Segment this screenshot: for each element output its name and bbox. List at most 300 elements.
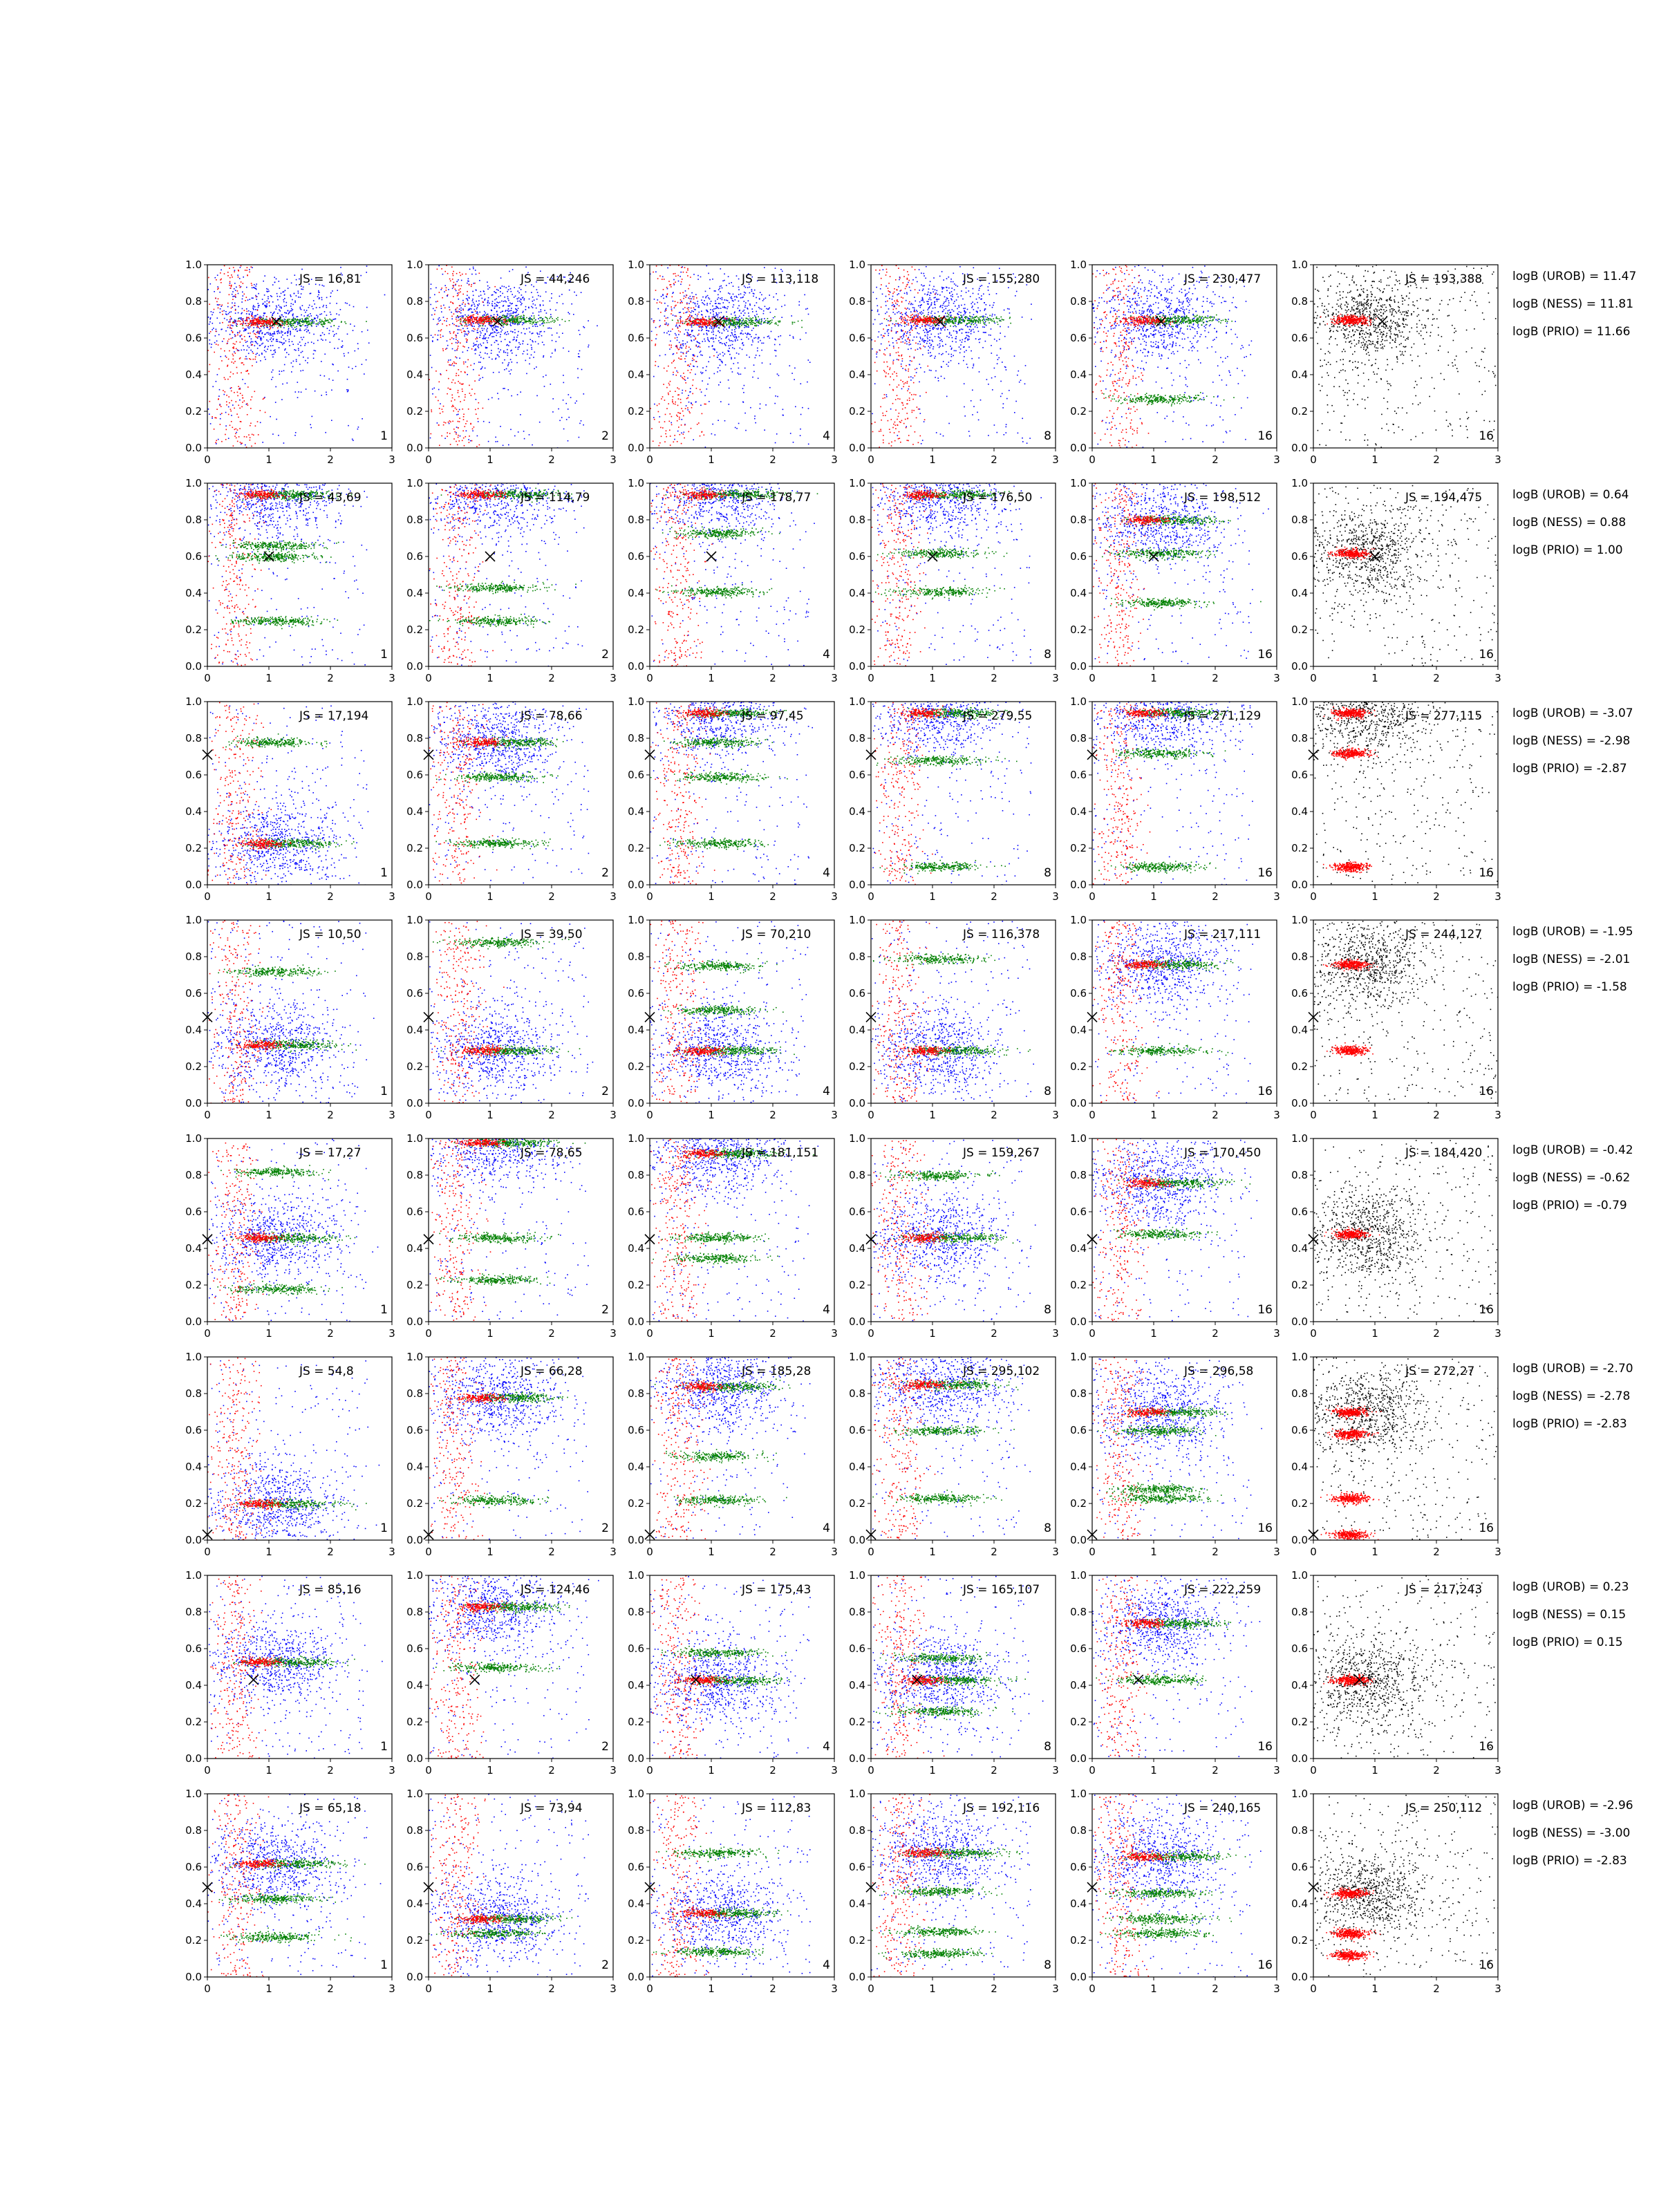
point-389 xyxy=(718,294,719,296)
point-613 xyxy=(719,288,720,290)
point-1181 xyxy=(501,320,503,321)
point-17 xyxy=(729,340,731,341)
point-202 xyxy=(313,323,315,324)
point-255 xyxy=(885,285,887,287)
point-170 xyxy=(235,312,236,314)
point-962 xyxy=(236,429,237,430)
point-1333 xyxy=(270,325,272,326)
point-944 xyxy=(225,434,226,435)
point-380 xyxy=(713,339,714,340)
point-849 xyxy=(697,314,699,315)
point-1343 xyxy=(727,325,728,326)
point-640 xyxy=(497,314,498,315)
point-127 xyxy=(296,279,297,281)
point-641 xyxy=(250,342,252,344)
point-902 xyxy=(459,440,460,442)
point-977 xyxy=(688,411,690,413)
point-715 xyxy=(260,360,261,362)
point-573 xyxy=(473,323,474,324)
point-37 xyxy=(516,305,518,306)
point-1305 xyxy=(727,316,728,317)
point-281 xyxy=(276,307,278,308)
point-52 xyxy=(761,309,762,310)
point-766 xyxy=(694,303,695,304)
point-262 xyxy=(957,294,958,295)
point-811 xyxy=(366,272,367,273)
point-961 xyxy=(253,359,254,360)
point-1012 xyxy=(677,302,679,303)
point-1144 xyxy=(238,318,239,319)
point-883 xyxy=(664,279,665,280)
point-585 xyxy=(673,315,674,316)
point-483 xyxy=(279,332,281,334)
point-1451 xyxy=(478,314,479,315)
point-329 xyxy=(298,292,299,294)
point-797 xyxy=(480,344,481,345)
point-516 xyxy=(299,330,300,331)
point-591 xyxy=(288,332,289,334)
point-523 xyxy=(304,330,306,331)
point-287 xyxy=(919,301,921,303)
point-1298 xyxy=(326,320,328,321)
point-388 xyxy=(728,379,729,381)
point-1009 xyxy=(247,275,248,276)
point-552 xyxy=(492,306,494,307)
point-44 xyxy=(896,340,897,341)
point-1498 xyxy=(715,326,716,327)
point-55 xyxy=(266,303,268,305)
point-553 xyxy=(724,344,726,346)
point-856 xyxy=(463,419,465,420)
point-1483 xyxy=(490,321,491,322)
point-430 xyxy=(474,350,476,351)
point-141 xyxy=(296,284,297,285)
point-142 xyxy=(908,303,910,305)
point-139 xyxy=(250,350,252,351)
point-586 xyxy=(435,301,437,303)
point-989 xyxy=(451,382,453,384)
point-1511 xyxy=(485,321,486,322)
point-1243 xyxy=(482,326,484,327)
point-32 xyxy=(912,307,914,308)
point-853 xyxy=(669,344,671,346)
point-947 xyxy=(660,427,662,429)
point-185 xyxy=(257,314,259,315)
point-862 xyxy=(221,360,223,362)
point-619 xyxy=(513,311,514,312)
point-559 xyxy=(261,340,262,341)
point-591 xyxy=(555,310,556,311)
point-1122 xyxy=(329,319,330,320)
point-37 xyxy=(917,348,919,350)
point-1488 xyxy=(694,321,695,322)
point-1010 xyxy=(681,408,682,409)
point-24 xyxy=(897,312,898,314)
point-769 xyxy=(261,354,263,355)
point-561 xyxy=(667,306,668,307)
point-1136 xyxy=(526,317,527,319)
point-534 xyxy=(248,328,250,329)
point-1130 xyxy=(332,320,333,321)
point-187 xyxy=(734,297,735,298)
point-594 xyxy=(511,303,512,305)
point-35 xyxy=(253,306,254,308)
point-443 xyxy=(512,332,514,333)
point-91 xyxy=(703,334,704,335)
point-732 xyxy=(536,395,538,397)
point-53 xyxy=(687,341,688,343)
point-991 xyxy=(216,331,217,332)
point-1018 xyxy=(693,299,695,300)
point-243 xyxy=(697,341,698,342)
point-339 xyxy=(510,323,512,324)
point-1337 xyxy=(508,319,509,321)
point-116 xyxy=(456,290,457,292)
point-881 xyxy=(665,433,666,435)
point-299 xyxy=(706,330,708,331)
point-164 xyxy=(480,294,482,296)
point-647 xyxy=(319,292,320,293)
point-445 xyxy=(692,360,693,362)
point-1038 xyxy=(224,350,225,352)
point-482 xyxy=(335,319,337,320)
point-706 xyxy=(807,308,808,310)
point-384 xyxy=(482,377,484,378)
point-216 xyxy=(477,330,478,331)
point-112 xyxy=(217,317,218,319)
point-993 xyxy=(458,292,460,294)
point-879 xyxy=(449,279,451,280)
point-942 xyxy=(257,421,259,422)
point-634 xyxy=(675,335,677,336)
point-1509 xyxy=(267,324,268,325)
point-155 xyxy=(760,308,761,310)
point-1482 xyxy=(714,320,715,321)
point-1073 xyxy=(229,425,231,427)
point-278 xyxy=(705,370,706,371)
point-758 xyxy=(292,344,294,345)
point-1399 xyxy=(261,319,263,321)
point-749 xyxy=(227,306,229,308)
point-107 xyxy=(536,324,537,325)
point-1292 xyxy=(532,319,534,321)
point-208 xyxy=(713,314,714,315)
point-1058 xyxy=(458,396,460,397)
point-1462 xyxy=(476,322,477,324)
point-702 xyxy=(232,404,234,406)
point-1062 xyxy=(666,287,668,288)
point-1081 xyxy=(451,301,452,303)
point-1040 xyxy=(227,365,229,366)
point-360 xyxy=(308,330,309,332)
point-542 xyxy=(211,344,212,345)
point-218 xyxy=(330,296,331,297)
point-784 xyxy=(691,337,692,338)
point-695 xyxy=(809,362,811,363)
point-298 xyxy=(757,350,758,352)
point-219 xyxy=(478,362,480,363)
point-846 xyxy=(238,386,239,387)
point-405 xyxy=(288,313,289,315)
point-777 xyxy=(234,296,235,297)
point-951 xyxy=(668,394,669,395)
point-1326 xyxy=(746,323,747,324)
point-1484 xyxy=(281,321,282,322)
point-66 xyxy=(551,297,552,299)
point-1003 xyxy=(679,326,681,328)
point-627 xyxy=(272,354,273,355)
point-292 xyxy=(686,248,687,250)
point-544 xyxy=(737,339,738,341)
point-616 xyxy=(485,326,486,327)
point-101 xyxy=(491,359,493,360)
point-638 xyxy=(274,350,275,351)
point-980 xyxy=(467,366,469,368)
point-112 xyxy=(741,317,742,319)
point-849 xyxy=(479,444,480,446)
point-870 xyxy=(664,441,666,442)
point-686 xyxy=(755,357,756,359)
point-859 xyxy=(244,294,245,295)
point-295 xyxy=(930,370,932,371)
point-468 xyxy=(324,334,326,335)
point-1411 xyxy=(725,318,727,319)
point-116 xyxy=(729,326,731,327)
point-779 xyxy=(496,335,497,337)
point-1076 xyxy=(693,317,694,319)
point-1525 xyxy=(477,323,478,324)
point-981 xyxy=(474,427,475,428)
point-1068 xyxy=(236,341,237,343)
point-757 xyxy=(554,350,556,352)
point-288 xyxy=(272,345,274,346)
point-119 xyxy=(727,330,729,332)
point-687 xyxy=(494,342,496,344)
point-317 xyxy=(726,342,727,344)
point-875 xyxy=(696,361,697,362)
point-718 xyxy=(310,427,312,429)
point-1245 xyxy=(266,319,268,320)
point-802 xyxy=(516,355,517,356)
point-1057 xyxy=(656,265,657,267)
point-592 xyxy=(283,291,285,292)
point-1448 xyxy=(489,321,490,322)
point-972 xyxy=(227,272,229,273)
point-1320 xyxy=(692,321,693,323)
point-1031 xyxy=(244,400,245,402)
point-569 xyxy=(238,293,239,294)
point-1079 xyxy=(668,383,670,384)
point-783 xyxy=(569,313,570,315)
point-807 xyxy=(753,328,754,329)
point-169 xyxy=(960,312,962,313)
point-1028 xyxy=(453,406,454,407)
point-92 xyxy=(499,302,500,303)
point-803 xyxy=(438,265,440,267)
point-1241 xyxy=(745,320,747,321)
point-822 xyxy=(691,403,693,404)
point-28 xyxy=(534,352,536,353)
point-1039 xyxy=(460,382,461,384)
point-1302 xyxy=(321,324,322,325)
point-394 xyxy=(688,307,690,308)
point-393 xyxy=(295,350,297,351)
point-231 xyxy=(711,337,713,339)
point-373 xyxy=(697,335,699,336)
point-207 xyxy=(216,381,217,382)
point-632 xyxy=(277,296,279,297)
point-851 xyxy=(690,364,691,365)
point-35 xyxy=(765,306,766,308)
point-995 xyxy=(655,344,657,345)
x-tick-label: 0 xyxy=(646,453,653,466)
point-629 xyxy=(495,326,496,327)
point-285 xyxy=(749,316,750,317)
point-381 xyxy=(316,320,317,321)
point-1458 xyxy=(706,320,707,321)
point-356 xyxy=(482,338,484,339)
point-127 xyxy=(744,307,746,308)
point-774 xyxy=(472,431,474,432)
point-1529 xyxy=(695,322,697,324)
point-883 xyxy=(469,303,470,305)
point-343 xyxy=(479,325,480,326)
point-249 xyxy=(753,296,754,297)
point-110 xyxy=(920,337,921,338)
point-496 xyxy=(683,345,684,346)
point-686 xyxy=(209,319,211,320)
point-1370 xyxy=(496,318,497,319)
point-275 xyxy=(958,314,959,315)
point-1513 xyxy=(472,322,474,324)
point-501 xyxy=(521,289,522,290)
point-832 xyxy=(230,409,232,411)
point-310 xyxy=(253,330,254,332)
point-1033 xyxy=(214,418,216,419)
point-1081 xyxy=(679,434,681,435)
point-98 xyxy=(751,308,753,310)
point-910 xyxy=(695,339,696,340)
point-1502 xyxy=(250,320,251,321)
point-73 xyxy=(756,311,757,312)
point-26 xyxy=(239,278,241,279)
point-11 xyxy=(912,304,914,306)
point-726 xyxy=(761,324,762,325)
point-626 xyxy=(507,298,509,299)
point-392 xyxy=(451,262,452,263)
point-77 xyxy=(677,326,679,328)
point-115 xyxy=(269,329,270,330)
point-624 xyxy=(693,354,695,355)
point-458 xyxy=(492,332,494,334)
point-1461 xyxy=(469,320,470,321)
point-786 xyxy=(326,394,328,395)
point-1503 xyxy=(709,324,710,325)
point-488 xyxy=(705,297,706,299)
point-736 xyxy=(220,308,221,310)
point-286 xyxy=(712,317,713,318)
point-681 xyxy=(444,291,445,292)
point-1309 xyxy=(767,318,769,319)
point-475 xyxy=(679,276,681,277)
point-1215 xyxy=(293,325,294,326)
point-520 xyxy=(716,326,718,328)
point-502 xyxy=(497,355,498,356)
point-205 xyxy=(485,312,487,314)
point-611 xyxy=(462,317,464,318)
point-423 xyxy=(571,303,572,305)
point-1377 xyxy=(232,322,234,324)
point-482 xyxy=(543,305,544,306)
point-605 xyxy=(259,305,260,306)
point-740 xyxy=(682,390,684,391)
point-59 xyxy=(538,315,540,316)
point-845 xyxy=(439,292,440,293)
point-125 xyxy=(276,341,277,342)
point-502 xyxy=(657,299,659,301)
point-613 xyxy=(485,334,486,335)
point-453 xyxy=(221,356,222,357)
point-669 xyxy=(274,331,275,332)
point-230 xyxy=(697,315,698,317)
point-268 xyxy=(760,292,761,293)
point-45 xyxy=(757,321,758,322)
point-692 xyxy=(313,300,315,301)
point-371 xyxy=(208,317,209,318)
point-708 xyxy=(773,297,774,298)
point-625 xyxy=(494,299,496,301)
point-232 xyxy=(941,330,942,331)
point-930 xyxy=(685,382,686,384)
point-1061 xyxy=(682,411,684,412)
point-891 xyxy=(661,436,662,438)
point-344 xyxy=(279,306,281,308)
point-658 xyxy=(563,303,564,305)
point-1027 xyxy=(239,332,241,334)
point-519 xyxy=(520,344,521,345)
point-785 xyxy=(738,423,740,424)
point-79 xyxy=(732,371,733,373)
point-1249 xyxy=(299,325,301,326)
point-410 xyxy=(793,337,794,339)
point-192 xyxy=(250,326,251,328)
point-436 xyxy=(665,354,666,355)
point-957 xyxy=(448,378,449,379)
point-419 xyxy=(217,374,218,375)
point-930 xyxy=(225,379,226,380)
point-413 xyxy=(478,344,480,346)
point-792 xyxy=(691,330,693,331)
point-311 xyxy=(999,339,1000,340)
column-label: 2 xyxy=(601,429,609,443)
point-304 xyxy=(966,292,967,293)
point-92 xyxy=(960,348,962,350)
point-855 xyxy=(678,427,679,428)
point-1068 xyxy=(467,291,468,292)
point-573 xyxy=(294,302,296,303)
point-547 xyxy=(250,323,252,324)
point-645 xyxy=(232,303,233,304)
point-256 xyxy=(675,333,676,335)
point-55 xyxy=(970,296,971,297)
point-747 xyxy=(568,440,569,442)
point-975 xyxy=(675,367,676,368)
point-211 xyxy=(462,308,464,310)
point-142 xyxy=(710,303,711,305)
point-441 xyxy=(256,332,258,333)
point-154 xyxy=(476,312,478,314)
point-28 xyxy=(939,276,941,277)
